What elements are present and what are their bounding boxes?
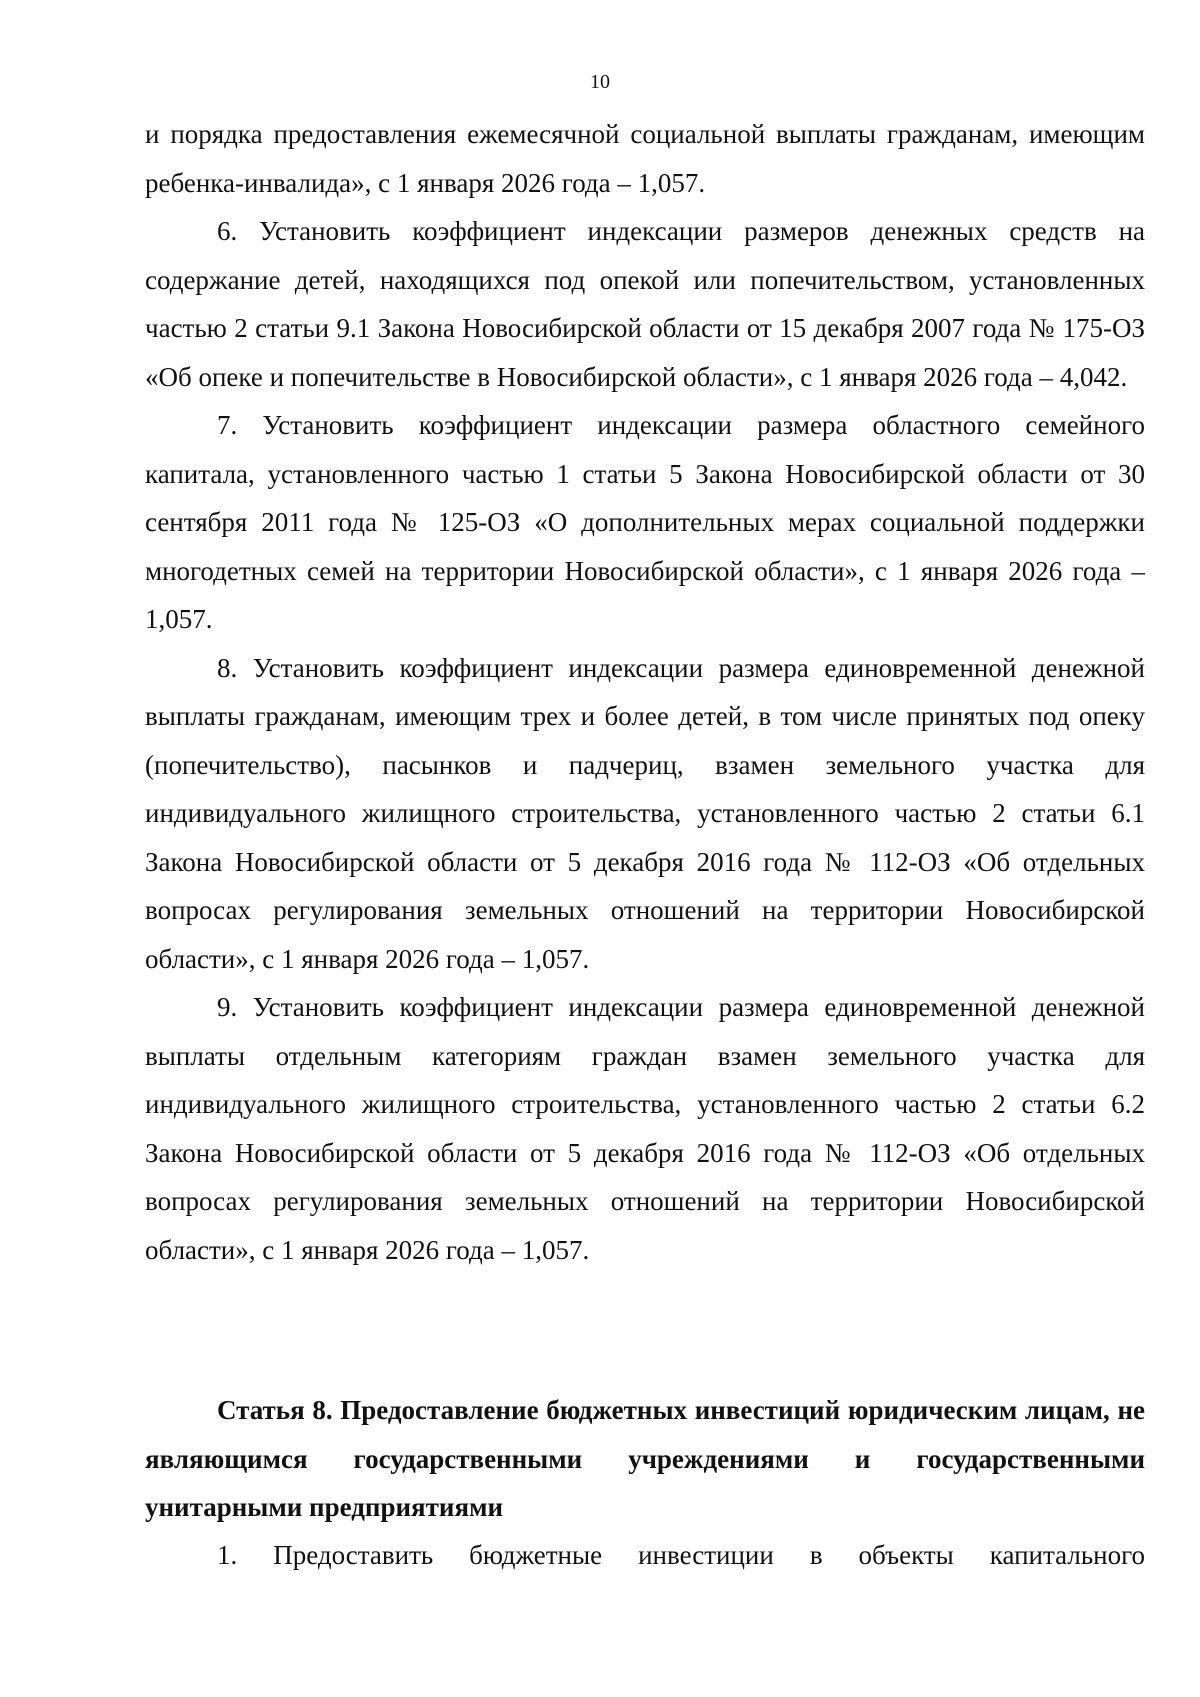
paragraph-continuation: и порядка предоставления ежемесячной социальной выплаты гражданам, имеющим ребенка-инвалида», с 1 января 2026 года – 1,057. [145, 119, 1145, 198]
paragraph-item-9: 9. Установить коэффициент индексации размера единовременной денежной выплаты отдельным категориям граждан взамен земельного участка для индивидуального жилищного строительства, установленного частью 2 статьи 6.2 Закона Новосибирской области от 5 декабря 2016 года № 112-ОЗ «Об отдельных вопросах регулирования земельных отношений на территории Новосибирской области», с 1 января 2026 года – 1,057. [145, 992, 1145, 1265]
document-body [145, 110, 1145, 1274]
paragraph-article8-item-1: 1. Предоставить бюджетные инвестиции в объекты капитального [217, 1540, 1145, 1570]
paragraph-item-8: 8. Установить коэффициент индексации размера единовременной денежной выплаты гражданам, имеющим трех и более детей, в том числе принятых под опеку (попечительство), пасынков и падчериц, взамен земельного участка для индивидуального жилищного строительства, установленного частью 2 статьи 6.1 Закона Новосибирской области от 5 декабря 2016 года № 112-ОЗ «Об отдельных вопросах регулирования земельных отношений на территории Новосибирской области», с 1 января 2026 года – 1,057. [145, 652, 1145, 974]
paragraph-item-6: 6. Установить коэффициент индексации размеров денежных средств на содержание детей, находящихся под опекой или попечительством, установленных частью 2 статьи 9.1 Закона Новосибирской области от 15 декабря 2007 года № 175-ОЗ «Об опеке и попечительстве в Новосибирской области», с 1 января 2026 года – 4,042. [145, 216, 1145, 392]
page-number: 10 [590, 71, 610, 93]
paragraph-item-7: 7. Установить коэффициент индексации размера областного семейного капитала, установленного частью 1 статьи 5 Закона Новосибирской области от 30 сентября 2011 года № 125-ОЗ «О дополнительных мерах социальной поддержки многодетных семей на территории Новосибирской области», с 1 января 2026 года – 1,057. [145, 410, 1145, 634]
article-heading: Статья 8. Предоставление бюджетных инвестиций юридическим лицам, не являющимся государственными учреждениями и государственными унитарными предприятиями [145, 1395, 1145, 1522]
